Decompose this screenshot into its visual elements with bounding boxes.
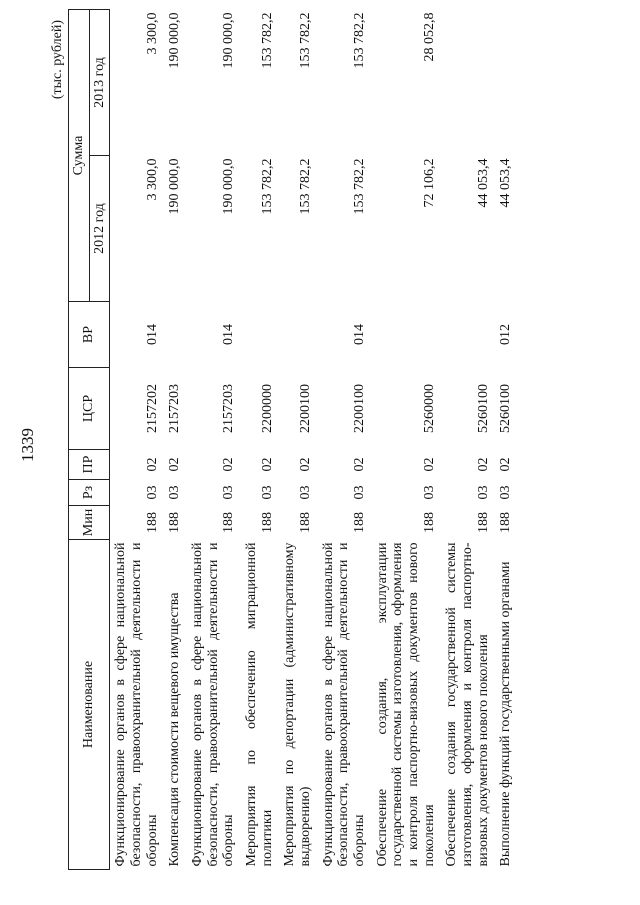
row-pr: 02 bbox=[498, 457, 514, 472]
row-sum-2013: 28 052,8 bbox=[421, 12, 437, 62]
row-sum-2012: 153 782,2 bbox=[259, 158, 275, 215]
row-vr bbox=[241, 302, 279, 368]
row-name: Функционирование органов в сфере национальной безопасности, правоохранительной деятельности и обороны bbox=[320, 542, 368, 867]
row-rz: 03 bbox=[298, 485, 314, 500]
row-csr: 2200100 bbox=[298, 384, 314, 433]
row-pr: 02 bbox=[144, 457, 160, 472]
row-name: Функционирование органов в сфере национальной безопасности, правоохранительной деятельности и обороны bbox=[113, 542, 160, 867]
row-min: 188 bbox=[144, 512, 160, 533]
row-min: 188 bbox=[475, 512, 491, 533]
row-csr: 5260100 bbox=[498, 384, 514, 433]
header-min: Мин bbox=[69, 506, 110, 540]
row-rz: 03 bbox=[421, 485, 437, 500]
row-name: Мероприятия по обеспечению миграционной политики bbox=[244, 542, 275, 867]
row-sum-2012: 44 053,4 bbox=[498, 158, 514, 208]
row-vr: 012 bbox=[498, 324, 514, 345]
row-name: Обеспечение создания, эксплуатации государственной системы изготовления, оформления и контроля паспортно-визовых документов нового поколения bbox=[374, 542, 437, 867]
row-csr: 5260100 bbox=[475, 384, 491, 433]
table-row bbox=[241, 10, 279, 870]
row-name: Мероприятия по депортации (административному выдворению) bbox=[282, 542, 314, 867]
row-rz: 03 bbox=[475, 485, 491, 500]
row-csr: 2200000 bbox=[259, 384, 275, 433]
table-row bbox=[495, 10, 518, 870]
row-sum-2012: 44 053,4 bbox=[475, 158, 491, 208]
row-min: 188 bbox=[259, 512, 275, 533]
units-note: (тыс. рублей) bbox=[50, 20, 65, 100]
row-pr: 02 bbox=[421, 457, 437, 472]
row-rz: 03 bbox=[221, 485, 237, 500]
row-csr: 2157202 bbox=[144, 384, 160, 433]
row-pr: 02 bbox=[221, 457, 237, 472]
row-sum-2012: 190 000,0 bbox=[221, 158, 237, 215]
row-vr bbox=[372, 302, 442, 368]
table-row bbox=[110, 10, 165, 870]
header-year-2013: 2013 год bbox=[89, 10, 110, 156]
header-year-2012: 2012 год bbox=[89, 156, 110, 302]
page-number: 1339 bbox=[18, 428, 37, 462]
row-name: Выполнение функций государственными органами bbox=[498, 561, 514, 867]
row-csr: 2157203 bbox=[167, 384, 183, 433]
row-min: 188 bbox=[167, 512, 183, 533]
header-csr: ЦСР bbox=[69, 368, 110, 450]
row-min: 188 bbox=[421, 512, 437, 533]
row-rz: 03 bbox=[167, 485, 183, 500]
row-name: Обеспечение создания государственной системы изготовления, оформления и контроля паспортно-визовых документов нового поколения bbox=[444, 542, 491, 867]
row-sum-2013: 153 782,2 bbox=[352, 12, 368, 69]
row-vr bbox=[279, 302, 317, 368]
row-sum-2013 bbox=[495, 10, 518, 156]
table-row bbox=[441, 10, 495, 870]
row-csr: 2200100 bbox=[352, 384, 368, 433]
table-row bbox=[372, 10, 442, 870]
table-row bbox=[187, 10, 241, 870]
row-vr: 014 bbox=[221, 324, 237, 345]
row-pr: 02 bbox=[475, 457, 491, 472]
row-sum-2013: 153 782,2 bbox=[259, 12, 275, 69]
row-min: 188 bbox=[352, 512, 368, 533]
row-csr: 5260000 bbox=[421, 384, 437, 433]
row-vr: 014 bbox=[352, 324, 368, 345]
row-vr bbox=[441, 302, 495, 368]
row-csr: 2157203 bbox=[221, 384, 237, 433]
row-sum-2013 bbox=[441, 10, 495, 156]
header-row-top bbox=[69, 10, 90, 870]
row-pr: 02 bbox=[259, 457, 275, 472]
row-name: Компенсация стоимости вещевого имущества bbox=[167, 592, 183, 867]
header-name: Наименование bbox=[69, 540, 110, 870]
budget-table bbox=[68, 9, 518, 870]
row-min: 188 bbox=[221, 512, 237, 533]
row-rz: 03 bbox=[498, 485, 514, 500]
row-sum-2013: 153 782,2 bbox=[298, 12, 314, 69]
row-sum-2013: 190 000,0 bbox=[221, 12, 237, 69]
row-sum-2012: 72 106,2 bbox=[421, 158, 437, 208]
row-rz: 03 bbox=[352, 485, 368, 500]
header-rz: Рз bbox=[69, 480, 110, 506]
row-sum-2012: 153 782,2 bbox=[352, 158, 368, 215]
header-vr: ВР bbox=[69, 302, 110, 368]
table-row bbox=[279, 10, 317, 870]
row-sum-2013: 190 000,0 bbox=[167, 12, 183, 69]
row-sum-2012: 190 000,0 bbox=[167, 158, 183, 215]
row-sum-2012: 153 782,2 bbox=[298, 158, 314, 215]
row-pr: 02 bbox=[352, 457, 368, 472]
row-sum-2013: 3 300,0 bbox=[144, 12, 160, 55]
row-vr bbox=[164, 302, 187, 368]
row-name: Функционирование органов в сфере национальной безопасности, правоохранительной деятельности и обороны bbox=[190, 542, 237, 867]
row-pr: 02 bbox=[167, 457, 183, 472]
row-pr: 02 bbox=[298, 457, 314, 472]
row-min: 188 bbox=[298, 512, 314, 533]
table-row bbox=[318, 10, 372, 870]
row-rz: 03 bbox=[144, 485, 160, 500]
row-vr: 014 bbox=[144, 324, 160, 345]
row-rz: 03 bbox=[259, 485, 275, 500]
row-min: 188 bbox=[498, 512, 514, 533]
row-sum-2012: 3 300,0 bbox=[144, 158, 160, 201]
header-pr: ПР bbox=[69, 450, 110, 480]
header-sum: Сумма bbox=[69, 10, 90, 302]
table-row bbox=[164, 10, 187, 870]
